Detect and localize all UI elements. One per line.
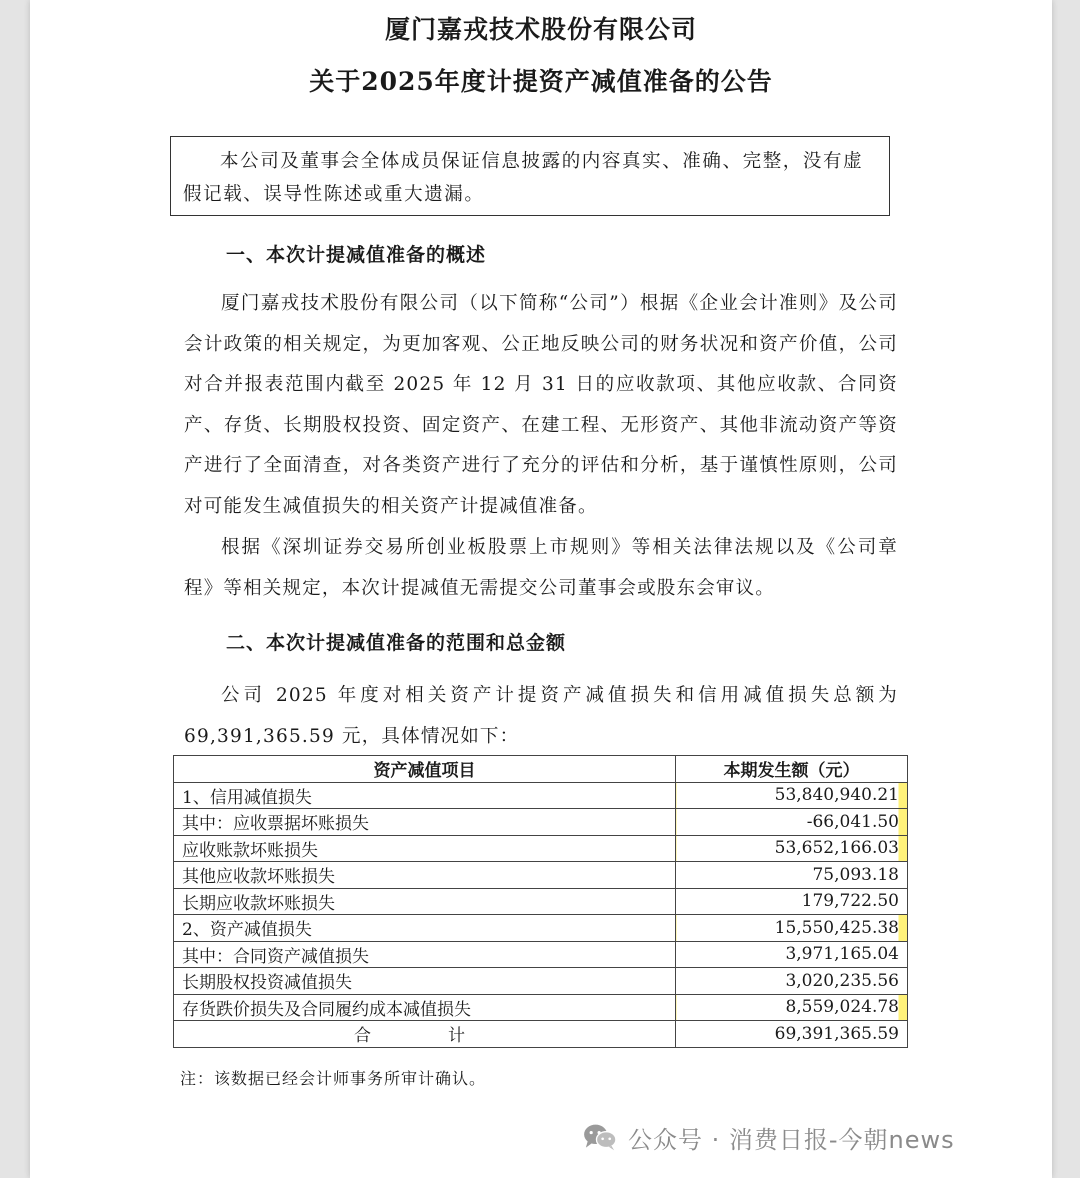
table-row	[174, 968, 908, 995]
row-amount: 3,971,165.04	[676, 941, 908, 968]
row-item: 存货跌价损失及合同履约成本减值损失	[174, 994, 676, 1021]
row-amount: 179,722.50	[676, 888, 908, 915]
table-row	[174, 888, 908, 915]
row-amount: 53,840,940.21	[676, 782, 908, 809]
section-1-paragraph-1: 厦门嘉戎技术股份有限公司（以下简称“公司”）根据《企业会计准则》及公司会计政策的相关规定，为更加客观、公正地反映公司的财务状况和资产价值，公司对合并报表范围内截至 2025 年 12 月 31 日的应收款项、其他应收款、合同资产、存货、长期股权投资、固定资产、在建工程、无形资产、其他非流动资产等资产进行了全面清查，对各类资产进行了充分的评估和分析，基于谨慎性原则，公司对可能发生减值损失的相关资产计提减值准备。	[184, 293, 898, 517]
total-amount: 69,391,365.59	[676, 1021, 908, 1048]
total-label: 合 计	[174, 1021, 676, 1048]
table-row	[174, 835, 908, 862]
table-row	[174, 915, 908, 942]
row-amount: 75,093.18	[676, 862, 908, 889]
watermark-text: 公众号 · 消费日报-今朝news	[628, 1125, 955, 1154]
row-amount: 3,020,235.56	[676, 968, 908, 995]
document-page	[30, 0, 1052, 1178]
table-header-row	[174, 756, 908, 783]
table-row	[174, 782, 908, 809]
disclaimer-box	[170, 136, 890, 216]
section-2-paragraph: 公司 2025 年度对相关资产计提资产减值损失和信用减值损失总额为 69,391,365.59 元，具体情况如下：	[184, 685, 898, 747]
column-header-item: 资产减值项目	[174, 756, 676, 783]
column-header-amount: 本期发生额（元）	[676, 756, 908, 783]
row-amount: 15,550,425.38	[676, 915, 908, 942]
row-item: 其中：合同资产减值损失	[174, 941, 676, 968]
row-item: 1、信用减值损失	[174, 782, 676, 809]
row-amount: 53,652,166.03	[676, 835, 908, 862]
table-row	[174, 941, 908, 968]
table-row	[174, 809, 908, 836]
section-1-heading: 一、本次计提减值准备的概述	[226, 244, 487, 266]
impairment-table	[173, 755, 908, 1048]
section-1-body-2	[184, 528, 898, 609]
table-note: 注：该数据已经会计师事务所审计确认。	[180, 1069, 487, 1088]
row-item: 其他应收款坏账损失	[174, 862, 676, 889]
announcement-title: 关于2025年度计提资产减值准备的公告	[309, 67, 773, 96]
section-2-heading: 二、本次计提减值准备的范围和总金额	[226, 632, 567, 654]
table-row	[174, 994, 908, 1021]
watermark	[582, 1120, 955, 1154]
section-2-body	[184, 676, 898, 757]
row-item: 长期股权投资减值损失	[174, 968, 676, 995]
table-total-row	[174, 1021, 908, 1048]
row-item: 2、资产减值损失	[174, 915, 676, 942]
wechat-icon	[582, 1122, 618, 1152]
section-1-paragraph-2: 根据《深圳证券交易所创业板股票上市规则》等相关法律法规以及《公司章程》等相关规定，本次计提减值无需提交公司董事会或股东会审议。	[184, 537, 898, 599]
section-1-body	[184, 284, 898, 527]
row-item: 应收账款坏账损失	[174, 835, 676, 862]
company-name: 厦门嘉戎技术股份有限公司	[384, 15, 697, 44]
row-item: 其中：应收票据坏账损失	[174, 809, 676, 836]
row-amount: 8,559,024.78	[676, 994, 908, 1021]
row-item: 长期应收款坏账损失	[174, 888, 676, 915]
row-amount: -66,041.50	[676, 809, 908, 836]
table-row	[174, 862, 908, 889]
disclaimer-text: 本公司及董事会全体成员保证信息披露的内容真实、准确、完整，没有虚假记载、误导性陈述或重大遗漏。	[183, 151, 864, 205]
